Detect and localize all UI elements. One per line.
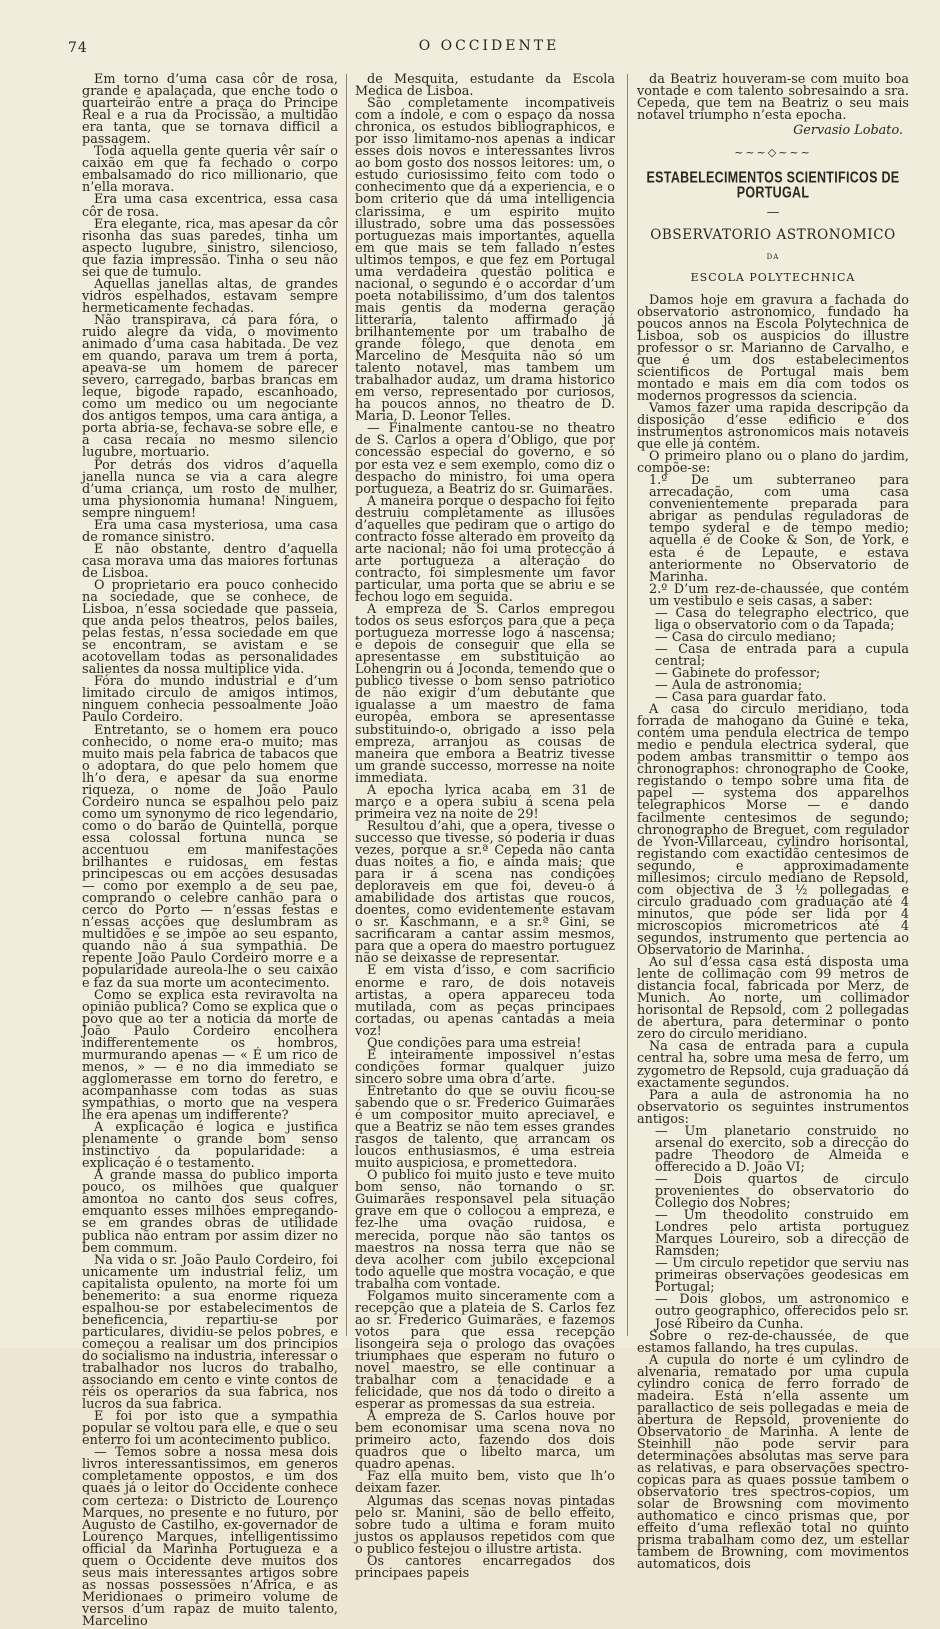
paragraph: Entretanto, se o homem era pouco conhecido, o nome era-o muito; mas muito mais pela fabrica de tabacos que o adoptara, do que pelo homem que lh’o dera, e apesar da sua enorme riqueza, o nome de João Paulo Cordeiro nunca se espalhou pelo paiz como um synonymo de rico legendario, como o do barão de Quintella, porque essa colossal fortuna nunca se accentuou em manifestações brilhantes e ruidosas, em festas principescas ou em acções desusadas — como por exemplo a de seu pae, comprando o celebre canhão para o cerco do Porto — n’essas festas e n’essas acções que deslumbram as multidões e se impõe ao seu espanto, quando não á sua sympathia. De repente João Paulo Cordeiro morre e a popularidade aureola-lhe o seu caixão e faz da sua morte um acontecimento. — [82, 722, 338, 991]
paragraph: Os cantores encarregados dos principaes papeis — [355, 1553, 615, 1581]
paragraph: E foi por isto que a sympathia popular se voltou para elle, e que o seu enterro foi um acontecimento publico. — [82, 1409, 338, 1449]
list-item: — Aula de astronomia; — [655, 678, 803, 694]
paragraph: Em torno d’uma casa côr de rosa, grande e apalaçada, que enche todo o quarteirão entre a praça do Principe Real e a rua da Procissão, a multidão era tanta, que se tornava difficil a passagem. — [82, 72, 338, 148]
paragraph: Vamos fazer uma rapida descripção da disposição d’esse edificio e dos instrumentos astronomicos mais notaveis que elle já contém. — [637, 400, 909, 453]
paragraph: A maneira porque o despacho foi feito destruiu completamente as illusões d’aquelles que pediram que o artigo do contracto fosse alterado em proveito da arte nacional; não foi uma protecção á arte portugueza a alteração do contracto, foi simplesmente um favor particular, uma porta que se abriu e se fechou logo em seguida. — [355, 493, 615, 606]
article-title: OBSERVATORIO ASTRONOMICO — [650, 227, 896, 244]
paragraph: Na vida o sr. João Paulo Cordeiro, foi unicamente um industrial feliz, um capitalista opulento, na morte foi um benemerito: a sua enorme riqueza espalhou-se por estabelecimentos de beneficencia, repartiu-se por particulares, dividiu-se pelos pobres, e começou a realisar um dos principios do socialismo na industria, interessar o trabalhador nos lucros do trabalho, associando em cento e vinte contos de réis os operarios da sua fabrica, nos lucros da sua fabrica. — [82, 1252, 338, 1413]
column-rule — [346, 74, 347, 1336]
running-title: O OCCIDENTE — [418, 38, 560, 54]
paragraph: Toda aquella gente queria vêr saír o caixão em que fa fechado o corpo embalsamado do rico millionario, que n’ella morava. — [82, 144, 338, 196]
list-item: — Casa para guardar fato. — [655, 690, 827, 706]
list-item: — Um planetario construido no arsenal do exercito, sob a direcção do padre Theodoro de Almeida e offerecido a D. João VI; — [655, 1123, 909, 1175]
list-item: 1.º De um subterraneo para arrecadação, com uma casa convenientemente preparada para abrigar as pendulas reguladoras de tempo syderal e de tempo medio; aquella é de Cooke & Son, de York, e esta é de Lepaute, e estava anteriormente no Observatorio de Marinha. — [649, 473, 909, 585]
paragraph: Era elegante, rica, mas apesar da côr risonha das suas paredes, tinha um aspecto lugubre, sinistro, silencioso, que fazia impressão. Tinha o seu não sei que de tumulo. — [82, 216, 338, 280]
list-item: — Um theodolito construido em Londres pelo artista portuguez Marques Loureiro, sob a direcção de Ramsden; — [655, 1208, 909, 1260]
column-2 — [355, 72, 615, 1581]
paragraph: — Temos sobre a nossa mesa dois livros interessantissimos, em generos completamente oppostos, e um dos quaes já o leitor do Occidente conhece com certeza: o Districto de Lourenço Marques, no presente e no futuro, por Augusto de Castilho, ex-governador de Lourenço Marques, intelligentissimo official da Marinha Portugueza e a quem o Occidente deve muitos dos seus mais interessantes artigos sobre as nossas possessões n’Africa, e as Meridionaes o primeiro volume de versos d’um rapaz de muito talento, Marcelino — [82, 1445, 338, 1629]
paragraph: E em vista d’isso, e com sacrificio enorme e raro, de dois notaveis artistas, a opera appareceu toda mutilada, com as peças principaes cortadas, ou apenas cantadas a meia voz! — [355, 963, 615, 1039]
article-subtitle: ESCOLA POLYTECHNICA — [690, 271, 856, 285]
paragraph: Folgamos muito sinceramente com a recepção que a plateia de S. Carlos fez ao sr. Frederico Guimarães, e fazemos votos para que essa recepção lisongeira seja o prologo das ovações triumphaes que esperam no futuro o novel maestro, se elle continuar a trabalhar com a tenacidade e a felicidade, que nos dá todo o direito a esperar as promessas da sua estreia. — [355, 1288, 615, 1413]
paragraph: Era uma casa mysteriosa, uma casa de romance sinistro. — [82, 517, 338, 545]
page-number: 74 — [68, 40, 88, 56]
page-header — [68, 36, 910, 58]
section-heading: ESTABELECIMENTOS SCIENTIFICOS DE PORTUGAL — [646, 169, 900, 202]
paragraph: São completamente incompativeis com a índole, e com o espaço da nossa chronica, os estudos bibliographicos, e por isso limitamo-nos apenas a indicar esses dois novos e interessantes livros ao bom gosto dos nossos leitores: um, o estudo curiosissimo feito com todo o conhecimento que dá a experiencia, e o bom criterio que dá uma intelligencia clarissima, e um espirito muito illustrado, sobre uma das possessões portuguezas mais importantes, aquella em que mais se tem fallado n’estes ultimos tempos, e que fez em Portugal uma verdadeira questão politica e nacional, o segundo é o accordar d’um poeta notabilissimo, d’um dos talentos mais gentis da moderna geração litteraria, talento affirmado já brilhantemente por um trabalho de grande fôlego, que denota em Marcelino de Mesquita não só um talento notavel, mas tambem um trabalhador audaz, um drama historico em verso, representado por curiosos, ha poucos annos, no theatro de D. Maria, D. Leonor Telles. — [355, 96, 615, 425]
article-connector: DA — [766, 253, 780, 262]
paragraph: Fóra do mundo industrial e d’um limitado circulo de amigos intimos, ninguem conhecia pessoalmente João Paulo Cordeiro. — [82, 674, 338, 726]
list-item: — Casa do circulo mediano; — [655, 629, 837, 645]
paragraph: de Mesquita, estudante da Escola Medica de Lisboa. — [355, 72, 615, 100]
list-item: 2.º D’um rez-de-chaussée, que contém um vestibulo e seis casas, a saber: — [649, 581, 909, 609]
paragraph: Aquellas janellas altas, de grandes vidros espelhados, estavam sempre hermeticamente fechadas. — [82, 276, 338, 316]
column-3 — [637, 72, 909, 1573]
paragraph: A casa do circulo meridiano, toda forrada de mahogano da Guiné e teka, contém uma pendula electrica de tempo medio e pendula electrica syderal, que podem ambas transmittir o tempo aos chronographos: chronographo de Cooke, registando o tempo sobre uma fita de papel — systema dos apparelhos telegraphicos Morse — e dando facilmente centesimos de segundo; chronographo de Breguet, com regulador de Yvon-Villarceau, cylindro horisontal, registando com exactidão centesimos de segundo, e approximadamente millesimos; circulo mediano de Repsold, com objectiva de 3 ½ pollegadas e circulo graduado com graduação até 4 minutos, que póde ser lida por 4 microscopios micrometricos até 4 segundos, instrumento que pertencia ao Observatorio de Marinha. — [637, 702, 909, 959]
paragraph: O primeiro plano ou o plano do jardim, compõe-se: — [637, 449, 909, 477]
paragraph: É inteiramente impossivel n’estas condições formar qualquer juizo sincero sobre uma obra d’arte. — [355, 1047, 615, 1087]
paragraph: Algumas das scenas novas pintadas pelo sr. Manini, são de bello effeito, sobre tudo a ultima e foram muito justos os applausos repetidos com que o publico festejou o illustre artista. — [355, 1493, 615, 1557]
paragraph: — Finalmente cantou-se no theatro de S. Carlos a opera d’Obligo, que por concessão especial do governo, e só por esta vez e sem exemplo, como diz o despacho do ministro, foi uma opera portugueza, a Beatriz do sr. Guimarães. — [355, 421, 615, 497]
paragraph: Por detrás dos vidros d’aquella janella nunca se via a cara alegre d’uma criança, um rosto de mulher, uma physionomia humana! Ninguem, sempre ninguem! — [82, 457, 338, 521]
paragraph: Era uma casa excentrica, essa casa côr de rosa. — [82, 192, 338, 220]
paragraph: Como se explica esta reviravolta na opinião publica? Como se explica que o povo que ao ter a noticia da morte de João Paulo Cordeiro encolhera indifferentemente os hombros, murmurando apenas — « É um rico de menos, » — e no dia immediato se agglomerasse em torno do feretro, e acompanhasse com todas as suas sympathias, o morto que na vespera lhe era apenas um indifferente? — [82, 987, 338, 1124]
dash-divider: — — [766, 205, 780, 221]
paragraph: Ao sul d’essa casa está disposta uma lente de collimação com 99 metros de distancia focal, fabricada por Merz, de Munich. Ao norte, um collimador horisontal de Repsold, com 2 pollegadas de abertura, para determinar o ponto zero do circulo meridiano. — [637, 955, 909, 1043]
paragraph: Na casa de entrada para a cupula central ha, sobre uma mesa de ferro, um zygometro de Repsold, cuja graduação dá exactamente segundos. — [637, 1039, 909, 1091]
list-item: — Gabinete do professor; — [655, 665, 821, 681]
list-item: — Casa de entrada para a cupula central; — [655, 641, 909, 669]
paragraph: A cupula do norte é um cylindro de alvenaria, rematado por uma cupula cylindro conica de ferro forrado de madeira. Está n’ella assente um parallactico de seis pollegadas e meia de abertura de Repsold, proveniente do Observatorio de Marinha. A lente de Steinhill não pode servir para determinações absolutas mas serve para as relativas, e para observações spectro-copicas para as quaes possue tambem o observatorio tres spectros-copios, um solar de Browsning com movimento authomatico e cinco prismas que, por effeito d’uma reflexão total no quinto prisma trabalham como dez, um estellar tambem de Browning, com movimentos automaticos, dois — [637, 1352, 909, 1573]
paragraph: Que condições para uma estreia! — [367, 1035, 582, 1051]
paragraph: A grande massa do publico importa pouco, os milhões que qualquer amontoa no canto dos seus cofres, emquanto esses milhões empregando-se em grandes obras de utilidade publica não entram por assim dizer no bem commum. — [82, 1168, 338, 1256]
paragraph: O proprietario era pouco conhecido na sociedade, que se conhece, de Lisboa, n’essa sociedade que passeia, que anda pelos theatros, pelos bailes, pelas festas, n’essa sociedade em que se encontram, se avistam e se acotovellam todas as personalidades salientes da nossa multiplice vida. — [82, 577, 338, 678]
paragraph: A epocha lyrica acaba em 31 de março e a opera subiu á scena pela primeira vez na noite de 29! — [355, 782, 615, 822]
list-item: — Casa do telegrapho electrico, que liga o observatorio com o da Tapada; — [655, 605, 909, 633]
paragraph: Resultou d’ahi, que a opera, tivesse o successo que tivesse, só poderia ir duas vezes, porque a sr.ª Cepeda não canta duas noites a fio, e ainda mais; que para ir á scena nas condições deploraveis em que foi, deveu-o á amabilidade dos artistas que roucos, doentes, como evidentemente estavam o sr. Kaschmann, e a sr.ª Gini, se sacrificaram a cantar assim mesmos, para que a opera do maestro portuguez não se deixasse de representar. — [355, 818, 615, 967]
paragraph: Damos hoje em gravura a fachada do observatorio astronomico, fundado ha poucos annos na Escola Polytechnica de Lisboa, sob os auspicios do illustre professor o sr. Marianno de Carvalho, e que é um dos estabelecimentos scientificos de Portugal mais bem montado e mais em dia com todos os modernos progressos da sciencia. — [637, 292, 909, 404]
paragraph: Sobre o rez-de-chaussée, de que estamos fallando, ha tres cupulas. — [637, 1328, 909, 1356]
column-rule — [627, 74, 628, 1336]
column-1 — [82, 72, 338, 1629]
paragraph: A empreza de S. Carlos houve por bem economisar uma scena nova no primeiro acto, fazendo dos dois quadros que o libelto marca, um quadro apenas. — [355, 1409, 615, 1473]
paragraph: Entretanto do que se ouviu ficou-se sabendo que o sr. Frederico Guimarães é um compositor muito apreciavel, e que a Beatriz se não tem esses grandes rasgos de talento, que arrancam os loucos enthusiasmos, é uma estreia muito auspiciosa, e promettedora. — [355, 1083, 615, 1172]
list-item: — Dois quartos de circulo provenientes do observatorio do Collegio dos Nobres; — [655, 1171, 909, 1212]
paragraph: E não obstante, dentro d’aquella casa morava uma das maiores fortunas de Lisboa. — [82, 541, 338, 581]
paragraph: A empreza de S. Carlos empregou todos os seus esforços para que a peça portugueza morresse logo á nascensa; e depois de conseguir que ella se apresentasse em substituição ao Lohengrin ou á Joconda, temendo que o publico tivesse o bom senso patriotico de não exigir d’um debutante que igualasse a um maestro de fama europêa, embora se apresentasse substituindo-o, obrigado a isso pela empreza, arranjou as cousas de maneira que embora a Beatriz tivesse um grande successo, morresse na noite immediata. — [355, 602, 615, 786]
paragraph: O publico foi muito justo e teve muito bom senso, não tornando o sr. Guimarães responsavel pela situação grave em que o collocou a empreza, e fez-lhe uma ovação ruidosa, e merecida, porque não são tantos os maestros na nossa terra que não se deva acolher com jubilo excepcional todo aquelle que mostra vocação, e que trabalha com vontade. — [355, 1168, 615, 1292]
paragraph: Não transpirava, cá para fóra, o ruido alegre da vida, o movimento animado d’uma casa habitada. De vez em quando, parava um trem á porta, apeava-se um homem de parecer severo, carregado, barbas brancas em leque, bigode rapado, escanhoado, como um medico ou um negociante dos antigos tempos, uma cara antiga, a porta abria-se, fechava-se sobre elle, e a casa recaía no mesmo silencio lugubre, mortuario. — [82, 312, 338, 461]
paragraph: A explicação é logica e justifica plenamente o grande bom senso instinctivo da popularidade: a explicação é o testamento. — [82, 1120, 338, 1172]
list-item: — Dois globos, um astronomico e outro geographico, offerecidos pelo sr. José Ribeiro da Cunha. — [655, 1292, 909, 1332]
ornament-divider: ~~~◇~~~ — [734, 146, 812, 160]
paragraph: Para a aula de astronomia ha no observatorio os seguintes instrumentos antigos: — [637, 1087, 909, 1127]
paragraph: da Beatriz houveram-se com muito boa vontade e com talento sobresaindo a sra. Cepeda, que tem na Beatriz o seu mais notavel triumpho n’esta epocha. — [637, 72, 909, 124]
paragraph: Faz ella muito bem, visto que lh’o deixam fazer. — [355, 1469, 615, 1497]
author-signature: Gervasio Lobato. — [793, 123, 903, 139]
list-item: — Um circulo repetidor que serviu nas primeiras observações geodesicas em Portugal; — [655, 1256, 909, 1296]
